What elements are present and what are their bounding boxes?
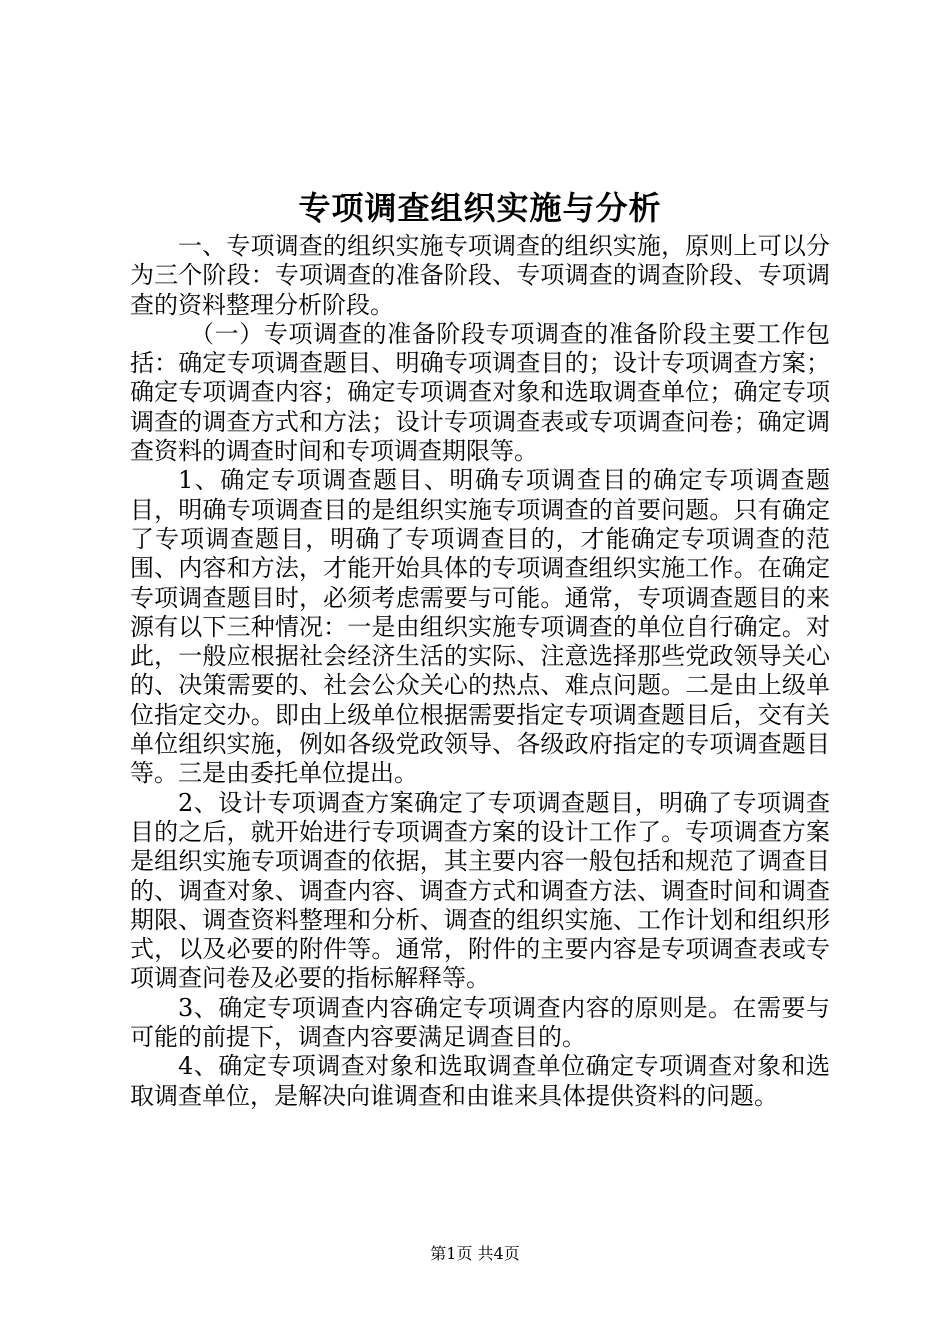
document-title: 专项调查组织实施与分析 [298,189,662,227]
paragraph-preparation-stage: （一）专项调查的准备阶段专项调查的准备阶段主要工作包括：确定专项调查题目、明确专项调查目的；设计专项调查方案；确定专项调查内容；确定专项调查对象和选取调查单位；确定专项调查的调查方式和方法；设计专项调查表或专项调查问卷；确定调查资料的调查时间和专项调查期限等。 [130,319,830,466]
paragraph-intro: 一、专项调查的组织实施专项调查的组织实施，原则上可以分为三个阶段：专项调查的准备阶段、专项调查的调查阶段、专项调查的资料整理分析阶段。 [130,232,830,319]
paragraph-survey-objects: 4、确定专项调查对象和选取调查单位确定专项调查对象和选取调查单位，是解决向谁调查和由谁来具体提供资料的问题。 [130,1052,830,1110]
paragraph-survey-content: 3、确定专项调查内容确定专项调查内容的原则是。在需要与可能的前提下，调查内容要满足调查目的。 [130,993,830,1052]
page-footer: 第1页 共4页 [430,1244,520,1263]
document-page [130,186,830,1111]
paragraph-topic-purpose: 1、确定专项调查题目、明确专项调查目的确定专项调查题目，明确专项调查目的是组织实施专项调查的首要问题。只有确定了专项调查题目，明确了专项调查目的，才能确定专项调查的范围、内容和方法，才能开始具体的专项调查组织实施工作。在确定专项调查题目时，必须考虑需要与可能。通常，专项调查题目的来源有以下三种情况：一是由组织实施专项调查的单位自行确定。对此，一般应根据社会经济生活的实际、注意选择那些党政领导关心的、决策需要的、社会公众关心的热点、难点问题。二是由上级单位指定交办。即由上级单位根据需要指定专项调查题目后，交有关单位组织实施，例如各级党政领导、各级政府指定的专项调查题目等。三是由委托单位提出。 [130,466,830,788]
paragraph-survey-plan: 2、设计专项调查方案确定了专项调查题目，明确了专项调查目的之后，就开始进行专项调查方案的设计工作了。专项调查方案是组织实施专项调查的依据，其主要内容一般包括和规范了调查目的、调查对象、调查内容、调查方式和调查方法、调查时间和调查期限、调查资料整理和分析、调查的组织实施、工作计划和组织形式，以及必要的附件等。通常，附件的主要内容是专项调查表或专项调查问卷及必要的指标解释等。 [130,788,830,993]
